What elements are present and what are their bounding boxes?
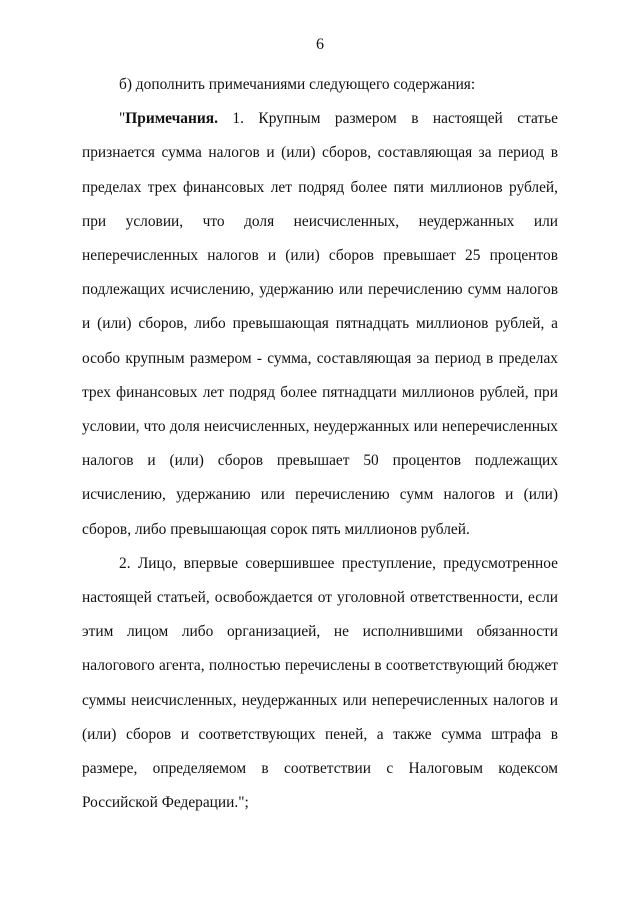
- page-number: 6: [316, 36, 324, 53]
- note-1-text: 1. Крупным размером в настоящей статье признается сумма налогов и (или) сборов, составляющая за период в пределах трех финансовых лет подряд более пяти миллионов рублей, при условии, что доля неисчисленных, неудержанных или неперечисленных налогов и (или) сборов превышает 25 процентов подлежащих исчислению, удержанию или перечислению сумм налогов и (или) сборов, либо превышающая пятнадцать миллионов рублей, а особо крупным размером - сумма, составляющая за период в пределах трех финансовых лет подряд более пятнадцати миллионов рублей, при условии, что доля неисчисленных, неудержанных или неперечисленных налогов и (или) сборов превышает 50 процентов подлежащих исчислению, удержанию или перечислению сумм налогов и (или) сборов, либо превышающая сорок пять миллионов рублей.: [82, 110, 558, 538]
- note-paragraph-1: [82, 102, 558, 547]
- note-paragraph-2: 2. Лицо, впервые совершившее преступление, предусмотренное настоящей статьей, освобождается от уголовной ответственности, если этим лицом либо организацией, не исполнившими обязанности налогового агента, полностью перечислены в соответствующий бюджет суммы неисчисленных, неудержанных или неперечисленных налогов и (или) сборов и соответствующих пеней, а также сумма штрафа в размере, определяемом в соответствии с Налоговым кодексом Российской Федерации.";: [82, 554, 558, 812]
- open-quote: ": [119, 110, 126, 128]
- amendment-intro: б) дополнить примечаниями следующего содержания:: [119, 76, 476, 93]
- document-body: [82, 68, 558, 820]
- notes-heading: Примечания.: [125, 110, 218, 128]
